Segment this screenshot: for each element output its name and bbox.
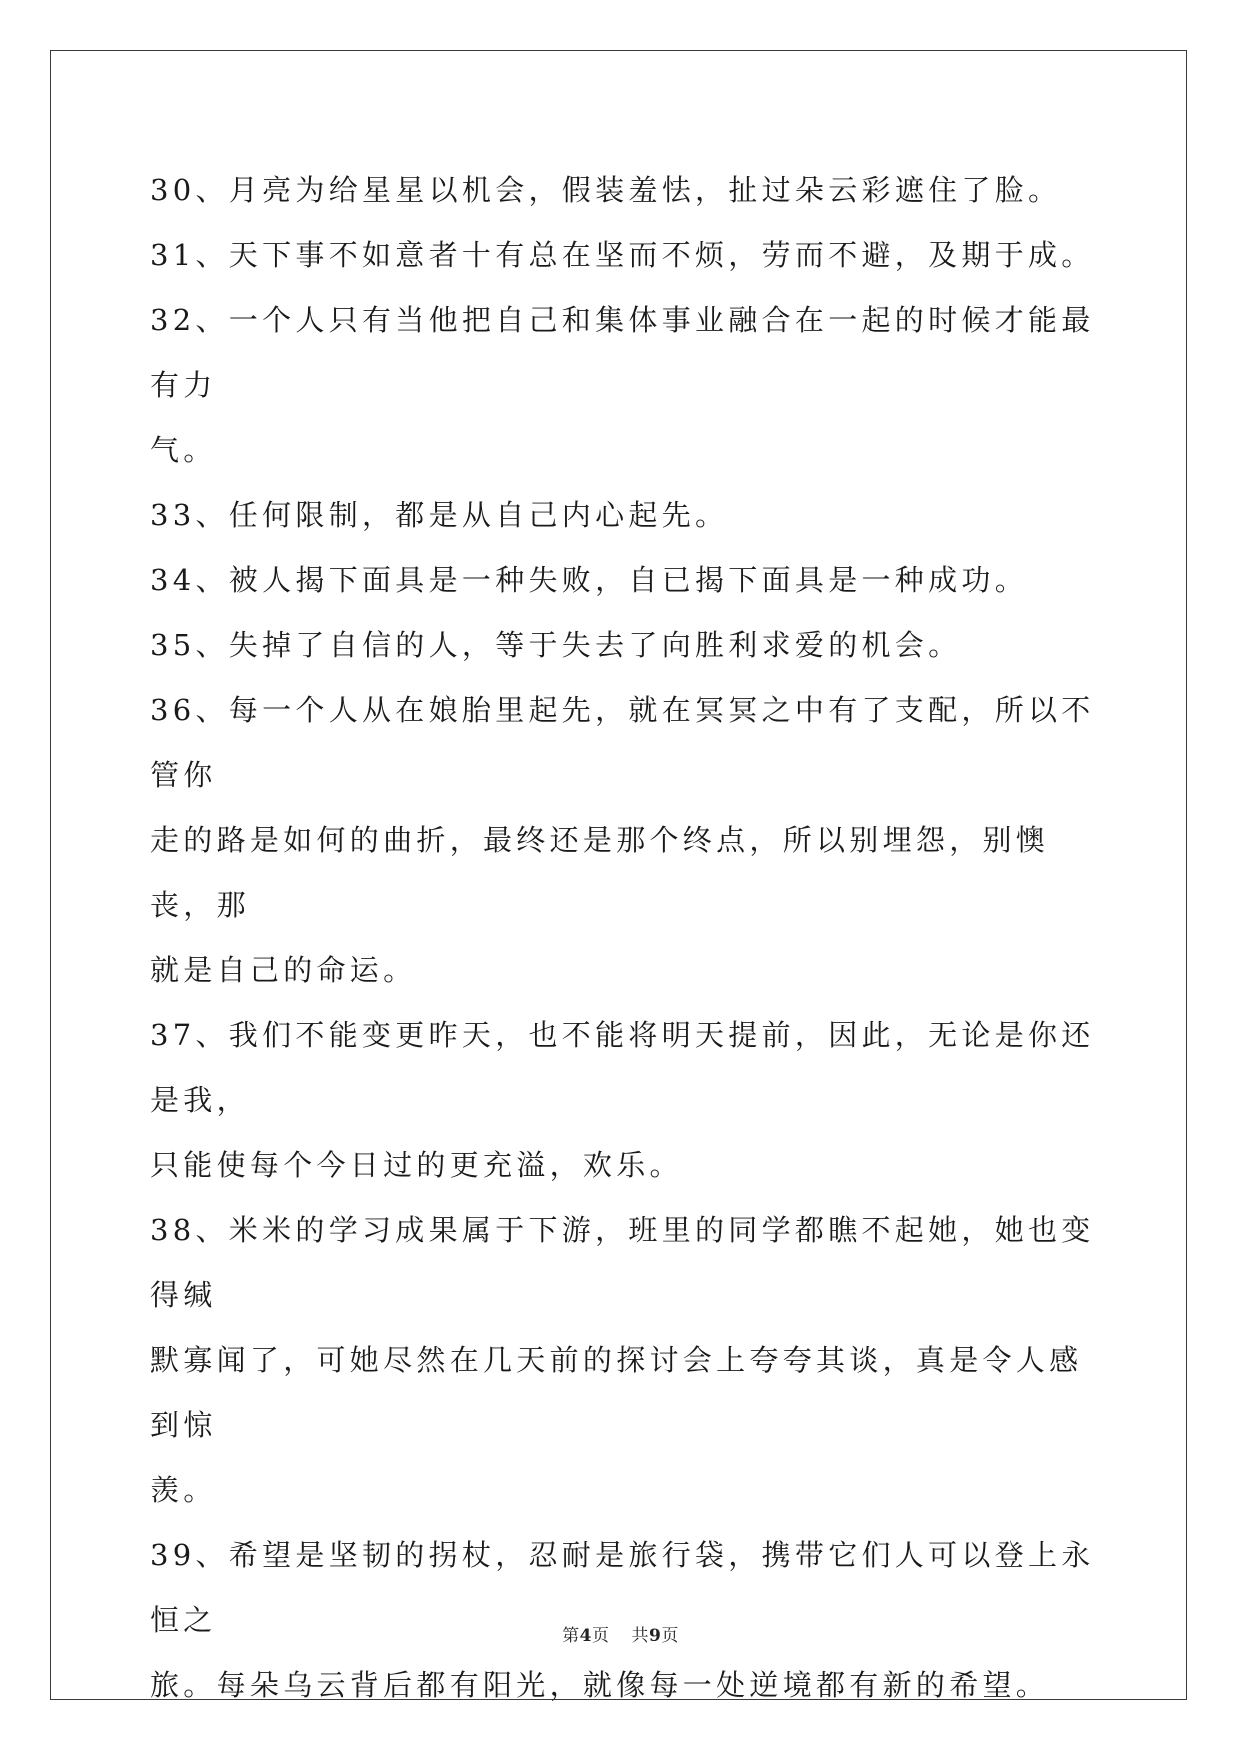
quote-paragraph-37: 37、我们不能变更昨天，也不能将明天提前，因此，无论是你还是我， 只能使每个今日过的更充溢，欢乐。 <box>150 1018 1095 1182</box>
quote-paragraph-39: 39、希望是坚韧的拐杖，忍耐是旅行袋，携带它们人可以登上永恒之 旅。每朵乌云背后都有阳光，就像每一处逆境都有新的希望。 <box>150 1538 1095 1702</box>
page-footer <box>0 1621 1241 1646</box>
quote-paragraph-38: 38、米米的学习成果属于下游，班里的同学都瞧不起她，她也变得缄 默寡闻了，可她尽然在几天前的探讨会上夸夸其谈，真是令人感到惊 羡。 <box>150 1213 1095 1507</box>
footer-total-suffix: 页 <box>661 1626 679 1646</box>
footer-page-prefix: 第 <box>562 1626 580 1646</box>
quote-paragraph-35: 35、失掉了自信的人，等于失去了向胜利求爱的机会。 <box>150 628 962 662</box>
document-body <box>150 158 1110 1718</box>
quote-paragraph-31: 31、天下事不如意者十有总在坚而不烦，劳而不避，及期于成。 <box>150 238 1095 272</box>
current-page-number: 4 <box>579 1626 592 1646</box>
total-page-number: 9 <box>649 1626 662 1646</box>
quote-paragraph-33: 33、任何限制，都是从自己内心起先。 <box>150 498 729 532</box>
quote-paragraph-36: 36、每一个人从在娘胎里起先，就在冥冥之中有了支配，所以不管你 走的路是如何的曲折，最终还是那个终点，所以别埋怨，别懊丧，那 就是自己的命运。 <box>150 693 1095 987</box>
quote-paragraph-34: 34、被人揭下面具是一种失败，自已揭下面具是一种成功。 <box>150 563 1029 597</box>
footer-page-suffix: 页 <box>592 1626 610 1646</box>
footer-total-prefix: 共 <box>631 1626 649 1646</box>
quote-paragraph-32: 32、一个人只有当他把自己和集体事业融合在一起的时候才能最有力 气。 <box>150 303 1095 467</box>
quote-paragraph-30: 30、月亮为给星星以机会，假装羞怯，扯过朵云彩遮住了脸。 <box>150 173 1062 207</box>
